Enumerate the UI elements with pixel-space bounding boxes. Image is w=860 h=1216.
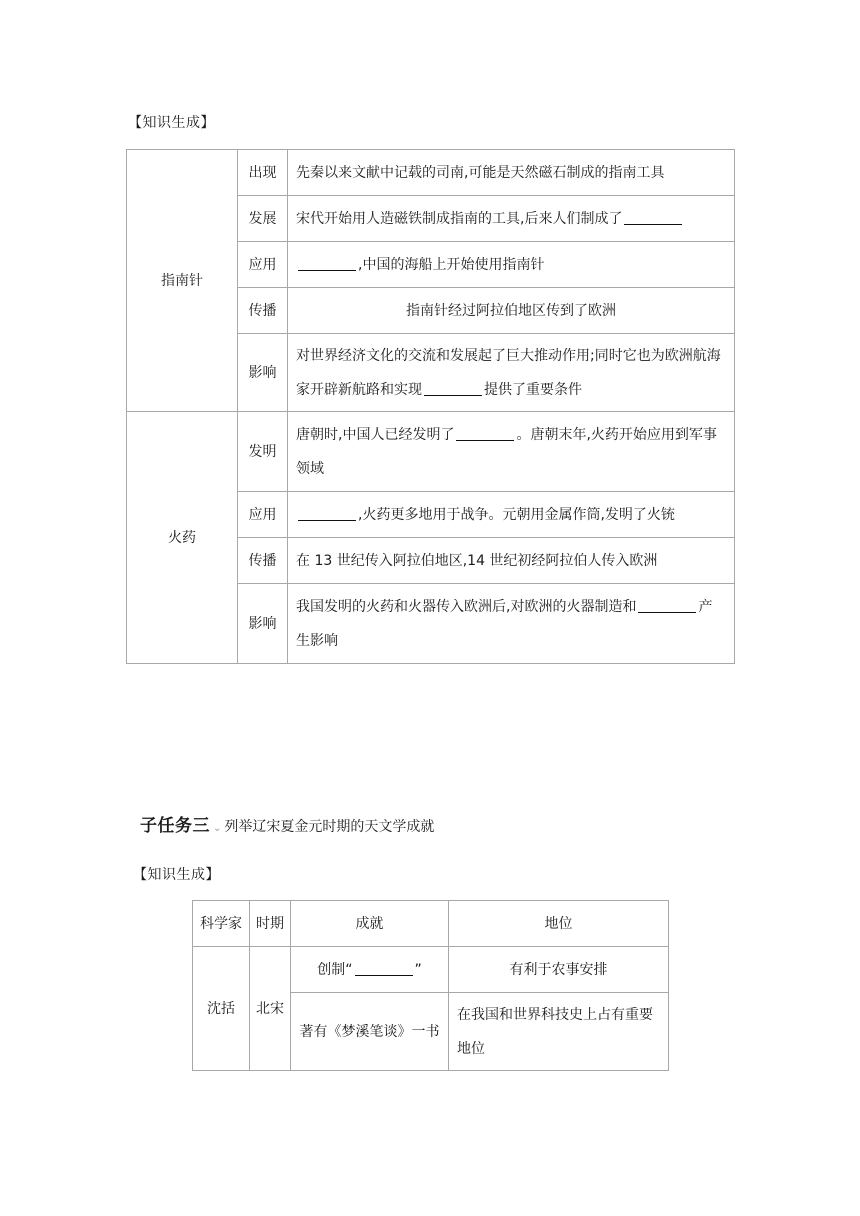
table-row <box>193 947 669 993</box>
content-text: 指南针经过阿拉伯地区传到了欧洲 <box>406 302 616 319</box>
scientist-period: 北宋 <box>250 947 291 1071</box>
content-cell <box>288 334 735 412</box>
content-text: ,火药更多地用于战争。元朝用金属作筒,发明了火铳 <box>358 506 675 523</box>
content-cell <box>288 242 735 288</box>
content-text: 宋代开始用人造磁铁制成指南的工具,后来人们制成了 <box>296 210 623 227</box>
header-period: 时期 <box>250 901 291 947</box>
aspect-label: 出现 <box>238 150 288 196</box>
inventions-table <box>126 149 735 664</box>
subtask-separator-icon: ⌄ <box>213 823 222 834</box>
answer-blank[interactable] <box>624 210 682 225</box>
content-text: 在 13 世纪传入阿拉伯地区,14 世纪初经阿拉伯人传入欧洲 <box>296 552 658 569</box>
subtask-title: 列举辽宋夏金元时期的天文学成就 <box>224 819 435 835</box>
category-compass: 指南针 <box>127 150 238 412</box>
content-cell <box>288 150 735 196</box>
aspect-label: 应用 <box>238 492 288 538</box>
aspect-label: 应用 <box>238 242 288 288</box>
subtask-heading <box>140 811 434 836</box>
content-text: 唐朝时,中国人已经发明了 <box>296 426 455 443</box>
answer-blank[interactable] <box>298 506 356 521</box>
content-cell <box>288 492 735 538</box>
astronomy-table <box>192 900 669 1071</box>
table-header-row <box>193 901 669 947</box>
achievement-text: 创制“ <box>317 961 353 978</box>
status-cell: 在我国和世界科技史上占有重要地位 <box>449 993 669 1071</box>
aspect-label: 影响 <box>238 334 288 412</box>
header-status: 地位 <box>449 901 669 947</box>
answer-blank[interactable] <box>298 256 356 271</box>
aspect-label: 传播 <box>238 288 288 334</box>
answer-blank[interactable] <box>638 598 696 613</box>
content-cell <box>288 288 735 334</box>
answer-blank[interactable] <box>355 961 413 976</box>
aspect-label: 影响 <box>238 584 288 664</box>
content-cell <box>288 538 735 584</box>
content-text: 。唐朝末年,火药开始应用到军事领域 <box>296 426 717 477</box>
section-label-2: 【知识生成】 <box>133 867 220 883</box>
header-achievement: 成就 <box>291 901 449 947</box>
aspect-label: 传播 <box>238 538 288 584</box>
header-scientist: 科学家 <box>193 901 250 947</box>
content-cell <box>288 412 735 492</box>
table-row <box>127 412 735 492</box>
content-cell <box>288 196 735 242</box>
subtask-number: 子任务三 <box>140 816 210 836</box>
content-text: 对世界经济文化的交流和发展起了巨大推动作用;同时它也为欧洲航海家开辟新航路和实现 <box>296 347 721 398</box>
achievement-text: 著有《梦溪笔谈》一书 <box>299 1023 440 1040</box>
category-gunpowder: 火药 <box>127 412 238 664</box>
achievement-cell <box>291 947 449 993</box>
content-text: 产生影响 <box>296 598 713 649</box>
table-row <box>127 150 735 196</box>
aspect-label: 发展 <box>238 196 288 242</box>
content-cell <box>288 584 735 664</box>
content-text: ,中国的海船上开始使用指南针 <box>358 256 545 273</box>
section-label-1: 【知识生成】 <box>128 115 215 131</box>
content-text: 提供了重要条件 <box>484 381 582 398</box>
achievement-cell <box>291 993 449 1071</box>
scientist-name: 沈括 <box>193 947 250 1071</box>
achievement-text: ” <box>414 961 422 978</box>
content-text: 我国发明的火药和火器传入欧洲后,对欧洲的火器制造和 <box>296 598 637 615</box>
answer-blank[interactable] <box>456 426 514 441</box>
answer-blank[interactable] <box>424 381 482 396</box>
status-cell: 有利于农事安排 <box>449 947 669 993</box>
content-text: 先秦以来文献中记载的司南,可能是天然磁石制成的指南工具 <box>296 164 665 181</box>
aspect-label: 发明 <box>238 412 288 492</box>
